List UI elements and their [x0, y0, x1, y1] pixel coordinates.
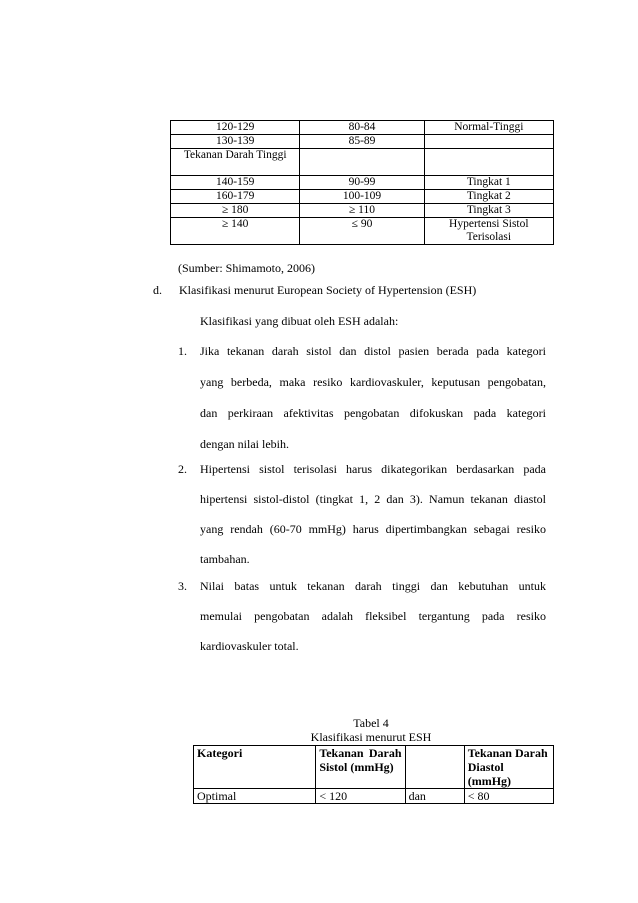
list-number: 3.	[178, 579, 187, 593]
table-cell: 130-139	[171, 135, 300, 149]
table-cell	[424, 135, 553, 149]
table-cell: Optimal	[194, 789, 316, 804]
table-cell: Hypertensi Sistol Terisolasi	[424, 218, 553, 245]
list-item-line: yang rendah (60-70 mmHg) harus dipertimbangkan sebagai resiko	[200, 522, 546, 536]
table-cell: Tingkat 2	[424, 190, 553, 204]
table-cell: 120-129	[171, 121, 300, 135]
table-cell: < 80	[464, 789, 553, 804]
list-item-line: hipertensi sistol-distol (tingkat 1, 2 dan 3). Namun tekanan diastol	[200, 492, 546, 506]
table-cell: Tingkat 3	[424, 204, 553, 218]
table-header-cell: Tekanan Darah Sistol (mmHg)	[316, 746, 405, 789]
table-cell: Normal-Tinggi	[424, 121, 553, 135]
list-item-line: Hipertensi sistol terisolasi harus dikategorikan berdasarkan pada	[200, 462, 546, 476]
table-cell: 140-159	[171, 176, 300, 190]
table-caption-number: Tabel 4	[353, 716, 389, 730]
table-cell	[300, 149, 424, 176]
table-cell: ≥ 110	[300, 204, 424, 218]
list-number: 1.	[178, 344, 187, 358]
section-heading	[153, 283, 476, 298]
section-title: Klasifikasi menurut European Society of Hypertension (ESH)	[179, 283, 477, 297]
table-cell: 100-109	[300, 190, 424, 204]
table-row	[171, 218, 554, 245]
table-cell: dan	[405, 789, 464, 804]
table-row	[171, 135, 554, 149]
table-row	[171, 204, 554, 218]
table-cell: Tekanan Darah Tinggi	[171, 149, 300, 176]
table-cell	[424, 149, 553, 176]
table-header-cell: Tekanan Darah Diastol (mmHg)	[464, 746, 553, 789]
table-cell: 80-84	[300, 121, 424, 135]
list-number: 2.	[178, 462, 187, 476]
list-item-line: memulai pengobatan adalah fleksibel tergantung pada resiko	[200, 609, 546, 623]
esh-classification-table	[193, 745, 554, 804]
list-item-line: yang berbeda, maka resiko kardiovaskuler, keputusan pengobatan,	[200, 375, 546, 389]
table-row	[171, 190, 554, 204]
classification-table-continued	[170, 120, 554, 245]
source-note: (Sumber: Shimamoto, 2006)	[178, 261, 315, 275]
list-item-line: dengan nilai lebih.	[200, 437, 289, 451]
list-item-line: kardiovaskuler total.	[200, 639, 299, 653]
table-header-cell: Kategori	[194, 746, 316, 789]
section-label: d.	[153, 283, 162, 297]
table-cell: Tingkat 1	[424, 176, 553, 190]
table-cell: ≤ 90	[300, 218, 424, 245]
list-item-line: Jika tekanan darah sistol dan distol pasien berada pada kategori	[200, 344, 546, 358]
table-cell: 85-89	[300, 135, 424, 149]
table-row	[194, 789, 554, 804]
section-intro: Klasifikasi yang dibuat oleh ESH adalah:	[200, 314, 399, 328]
table-header-row	[194, 746, 554, 789]
table-cell: < 120	[316, 789, 405, 804]
table-row	[171, 176, 554, 190]
table-row	[171, 121, 554, 135]
table-cell: 160-179	[171, 190, 300, 204]
list-item-line: Nilai batas untuk tekanan darah tinggi dan kebutuhan untuk	[200, 579, 546, 593]
table-caption-title: Klasifikasi menurut ESH	[310, 730, 432, 744]
table-cell: ≥ 180	[171, 204, 300, 218]
table-cell: 90-99	[300, 176, 424, 190]
table-cell: ≥ 140	[171, 218, 300, 245]
table-header-cell	[405, 746, 464, 789]
list-item-line: tambahan.	[200, 552, 250, 566]
table-row	[171, 149, 554, 176]
list-item-line: dan perkiraan afektivitas pengobatan difokuskan pada kategori	[200, 406, 546, 420]
